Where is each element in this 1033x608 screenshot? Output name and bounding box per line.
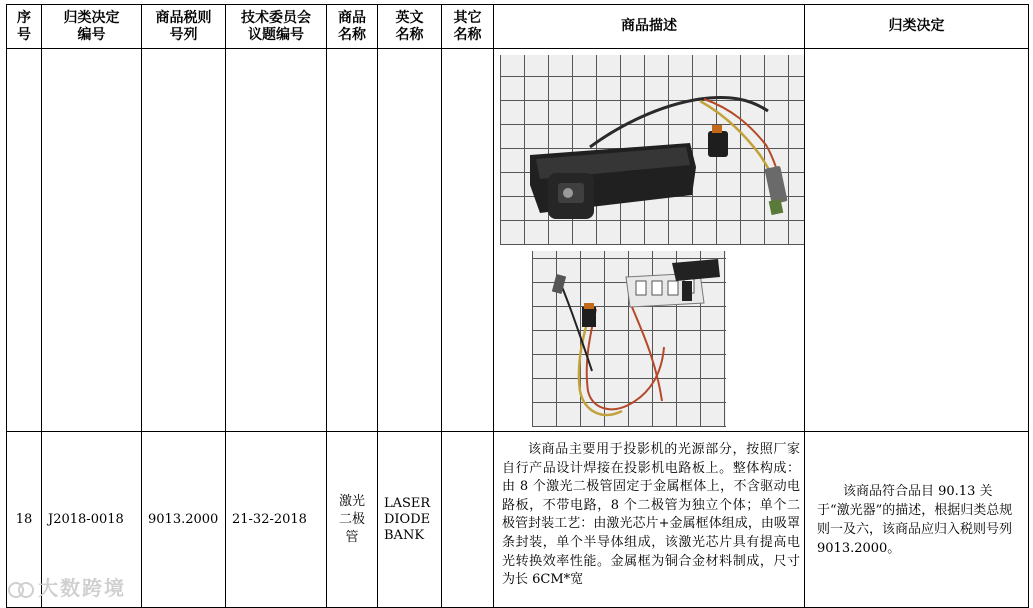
- seq-cell: 18: [7, 432, 42, 608]
- header-tariff: 商品税则 号列: [142, 5, 226, 49]
- header-seq: 序 号: [7, 5, 42, 49]
- empty-cell: [442, 49, 494, 432]
- product-photo-bottom: [532, 251, 726, 427]
- committee-cell: 21-32-2018: [226, 432, 327, 608]
- image-row: [7, 49, 1029, 432]
- description-text: 该商品主要用于投影机的光源部分，按照厂家自行产品设计焊接在投影机电路板上。整体构成：由 8 个激光二极管固定于金属框体上，不含驱动电路板，不带电路，8 个二极管为独立个体；单个二极管封装工艺：由激光芯片+金属框体组成，由吸罩条封装，单个半导体组成，该激光芯片具有提高电光转换效率性能。金属框为铜合金材料制成，尺寸为长 6CM*宽: [502, 442, 800, 588]
- name-zh-line: 管: [345, 529, 359, 545]
- product-photos-cell: [494, 49, 805, 432]
- product-photo-bottom-drawing: [532, 251, 726, 427]
- header-committee: 技术委员会 议题编号: [226, 5, 327, 49]
- empty-cell: [142, 49, 226, 432]
- empty-cell: [226, 49, 327, 432]
- empty-cell: [378, 49, 442, 432]
- header-name-zh: 商品 名称: [327, 5, 378, 49]
- name-en-line: LASER: [384, 495, 431, 511]
- header-description: 商品描述: [494, 5, 805, 49]
- other-name-cell: [442, 432, 494, 608]
- watermark: [8, 572, 126, 601]
- classification-table: [6, 4, 1029, 608]
- decision-no-cell: J2018-0018: [42, 432, 142, 608]
- empty-cell: [327, 49, 378, 432]
- empty-cell: [805, 49, 1029, 432]
- description-cell: [494, 432, 805, 608]
- tariff-cell: 9013.2000: [142, 432, 226, 608]
- name-zh-line: 激光: [338, 493, 365, 509]
- header-decision: 归类决定: [805, 5, 1029, 49]
- empty-cell: [42, 49, 142, 432]
- watermark-text: 大数跨境: [38, 576, 126, 600]
- name-zh-cell: [327, 432, 378, 608]
- watermark-logo-icon: [8, 579, 34, 601]
- header-row: [7, 5, 1029, 49]
- product-photo-top: [500, 55, 804, 245]
- header-name-en: 英文 名称: [378, 5, 442, 49]
- decision-text: 该商品符合品目 90.13 关于“激光器”的描述，根据归类总规则一及六，该商品应归入税则号列 9013.2000。: [817, 483, 1013, 556]
- name-en-line: BANK: [384, 527, 425, 543]
- header-decision-no: 归类决定 编号: [42, 5, 142, 49]
- name-en-line: DIODE: [384, 511, 431, 527]
- decision-cell: [805, 432, 1029, 608]
- header-other: 其它 名称: [442, 5, 494, 49]
- empty-cell: [7, 49, 42, 432]
- name-en-cell: [378, 432, 442, 608]
- data-row: [7, 432, 1029, 608]
- name-zh-line: 二极: [338, 511, 365, 527]
- product-photo-top-drawing: [500, 55, 804, 245]
